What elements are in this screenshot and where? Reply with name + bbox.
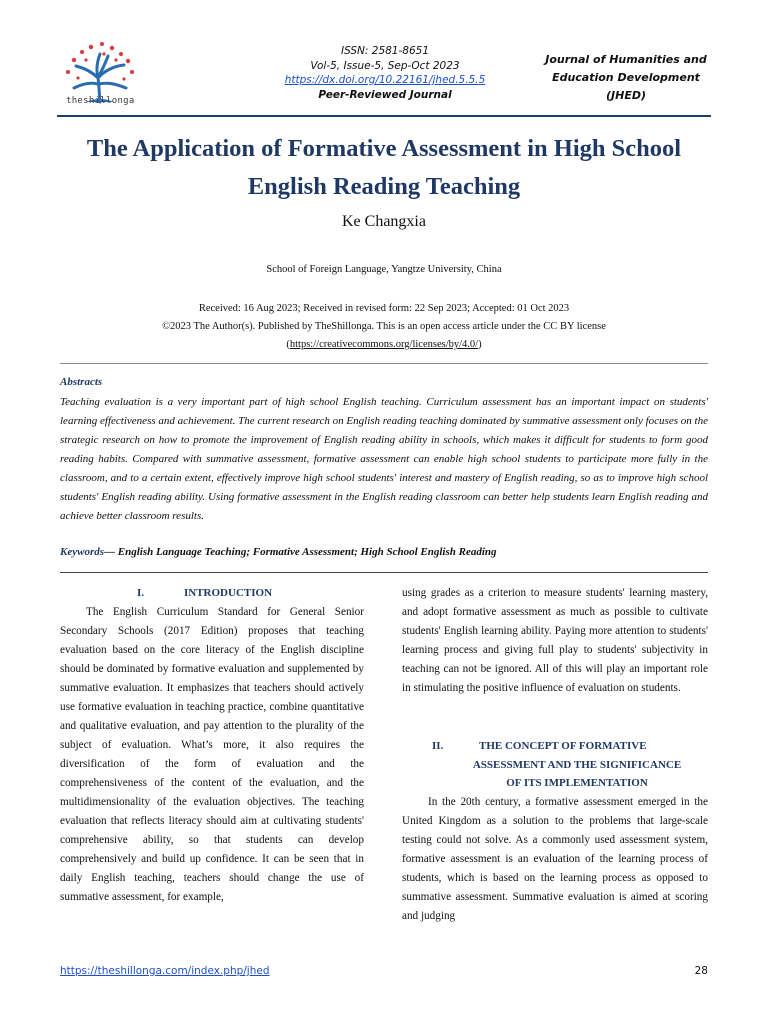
license-link[interactable]: https://creativecommons.org/licenses/by/4.0/	[289, 339, 479, 350]
license-open-paren: (	[286, 339, 290, 350]
volume-issue: Vol-5, Issue-5, Sep-Oct 2023	[310, 59, 460, 72]
abstract-heading: Abstracts	[60, 376, 103, 388]
abstract-top-divider	[60, 363, 708, 364]
concept-body	[402, 793, 708, 926]
journal-name-line2: Education Development	[552, 71, 700, 84]
keywords-label: Keywords	[60, 546, 104, 558]
article-dates: Received: 16 Aug 2023; Received in revised form: 22 Sep 2023; Accepted: 01 Oct 2023	[198, 303, 570, 314]
license-line	[0, 339, 768, 350]
doi-link[interactable]: https://dx.doi.org/10.22161/jhed.5.5.5	[284, 74, 486, 86]
title-line1: The Application of Formative Assessment in High School	[86, 135, 682, 162]
section-title-line1: THE CONCEPT OF FORMATIVE	[479, 740, 647, 752]
header-divider	[57, 115, 711, 117]
copyright-notice: ©2023 The Author(s). Published by TheShillonga. This is an open access article under the CC BY license	[162, 321, 606, 332]
license-close-paren: )	[478, 339, 482, 350]
issn: ISSN: 2581-8651	[340, 45, 429, 57]
section-heading-concept	[402, 737, 708, 793]
paragraph: using grades as a criterion to measure students' learning mastery, and adopt formative assessment as much as possible to cultivate students' English learning ability. Paying more attention to students' learning process and giving full play to students' subjectivity in teaching can not be ignored. All of this will play an important role in stimulating the positive influence of evaluation on students.	[402, 587, 708, 694]
paragraph: The English Curriculum Standard for General Senior Secondary Schools (2017 Edition) proposes that teaching evaluation based on the core literacy of the English discipline should be dominated by formative evaluation and supplemented by summative evaluation. It emphasizes that teachers should actively use formative evaluation in teaching practice, combine quantitative and qualitative evaluation, and pay attention to the plurality of the subject of evaluation. What’s more, it also requires the diversification of the form of evaluation and the comprehensiveness of the content of the evaluation, and the multidimensionality of the evaluation objectives. The teaching evaluation that reflects literacy should aim at cultivating students' comprehensive ability, so that students can develop comprehensively and build up confidence. It can be seen that in daily English teaching, teachers should change the use of summative assessment, for example,	[60, 606, 364, 903]
article-title	[40, 130, 728, 206]
journal-name-line1: Journal of Humanities and	[545, 53, 707, 66]
author-name: Ke Changxia	[342, 213, 426, 230]
section-title-line3: OF ITS IMPLEMENTATION	[506, 777, 648, 789]
keywords-text: — English Language Teaching; Formative Assessment; High School English Reading	[104, 546, 497, 558]
footer-journal-link[interactable]: https://theshillonga.com/index.php/jhed	[60, 965, 270, 977]
section-number: II.	[432, 740, 444, 752]
title-line2: English Reading Teaching	[247, 173, 521, 200]
logo-text: theshillonga	[66, 96, 135, 106]
section-title-line2: ASSESSMENT AND THE SIGNIFICANCE	[472, 758, 682, 771]
journal-abbrev: (JHED)	[606, 89, 646, 102]
journal-name	[526, 51, 726, 105]
peer-reviewed-label: Peer-Reviewed Journal	[318, 88, 452, 101]
journal-meta	[235, 44, 535, 102]
tree-icon	[66, 42, 134, 102]
section-number: I.	[137, 587, 145, 599]
author-affiliation: School of Foreign Language, Yangtze University, China	[266, 264, 502, 275]
keywords-line	[60, 546, 708, 558]
abstract-body: Teaching evaluation is a very important part of high school English teaching. Curriculum assessment has an important impact on students' learning effectiveness and achievement. The current research on English reading teaching dominated by summative assessment only focuses on the strategic research on how to promote the improvement of English reading ability in schools, which makes it difficult for students to form good reading habits. Compared with summative assessment, formative assessment can enable high school students to participate more fully in the classroom, and to a certain extent, effectively improve high school students' interest and mastery of English reading, so as to improve high school students' English reading ability. Using formative assessment in the English reading classroom can better help students learn English reading and achieve better classroom results.	[60, 396, 708, 522]
paragraph: In the 20th century, a formative assessment emerged in the United Kingdom as a solution to the problems that large-scale testing could not solve. As a commonly used assessment system, formative assessment is an evaluation of the learning process of students, which is based on the learning process as opposed to summative assessment. Summative evaluation is aimed at scoring and judging	[402, 796, 708, 922]
abstract-bottom-divider	[60, 572, 708, 573]
section-title: INTRODUCTION	[184, 587, 273, 599]
introduction-body	[60, 603, 364, 907]
introduction-continued	[402, 584, 708, 698]
page-number: 28	[694, 965, 708, 977]
